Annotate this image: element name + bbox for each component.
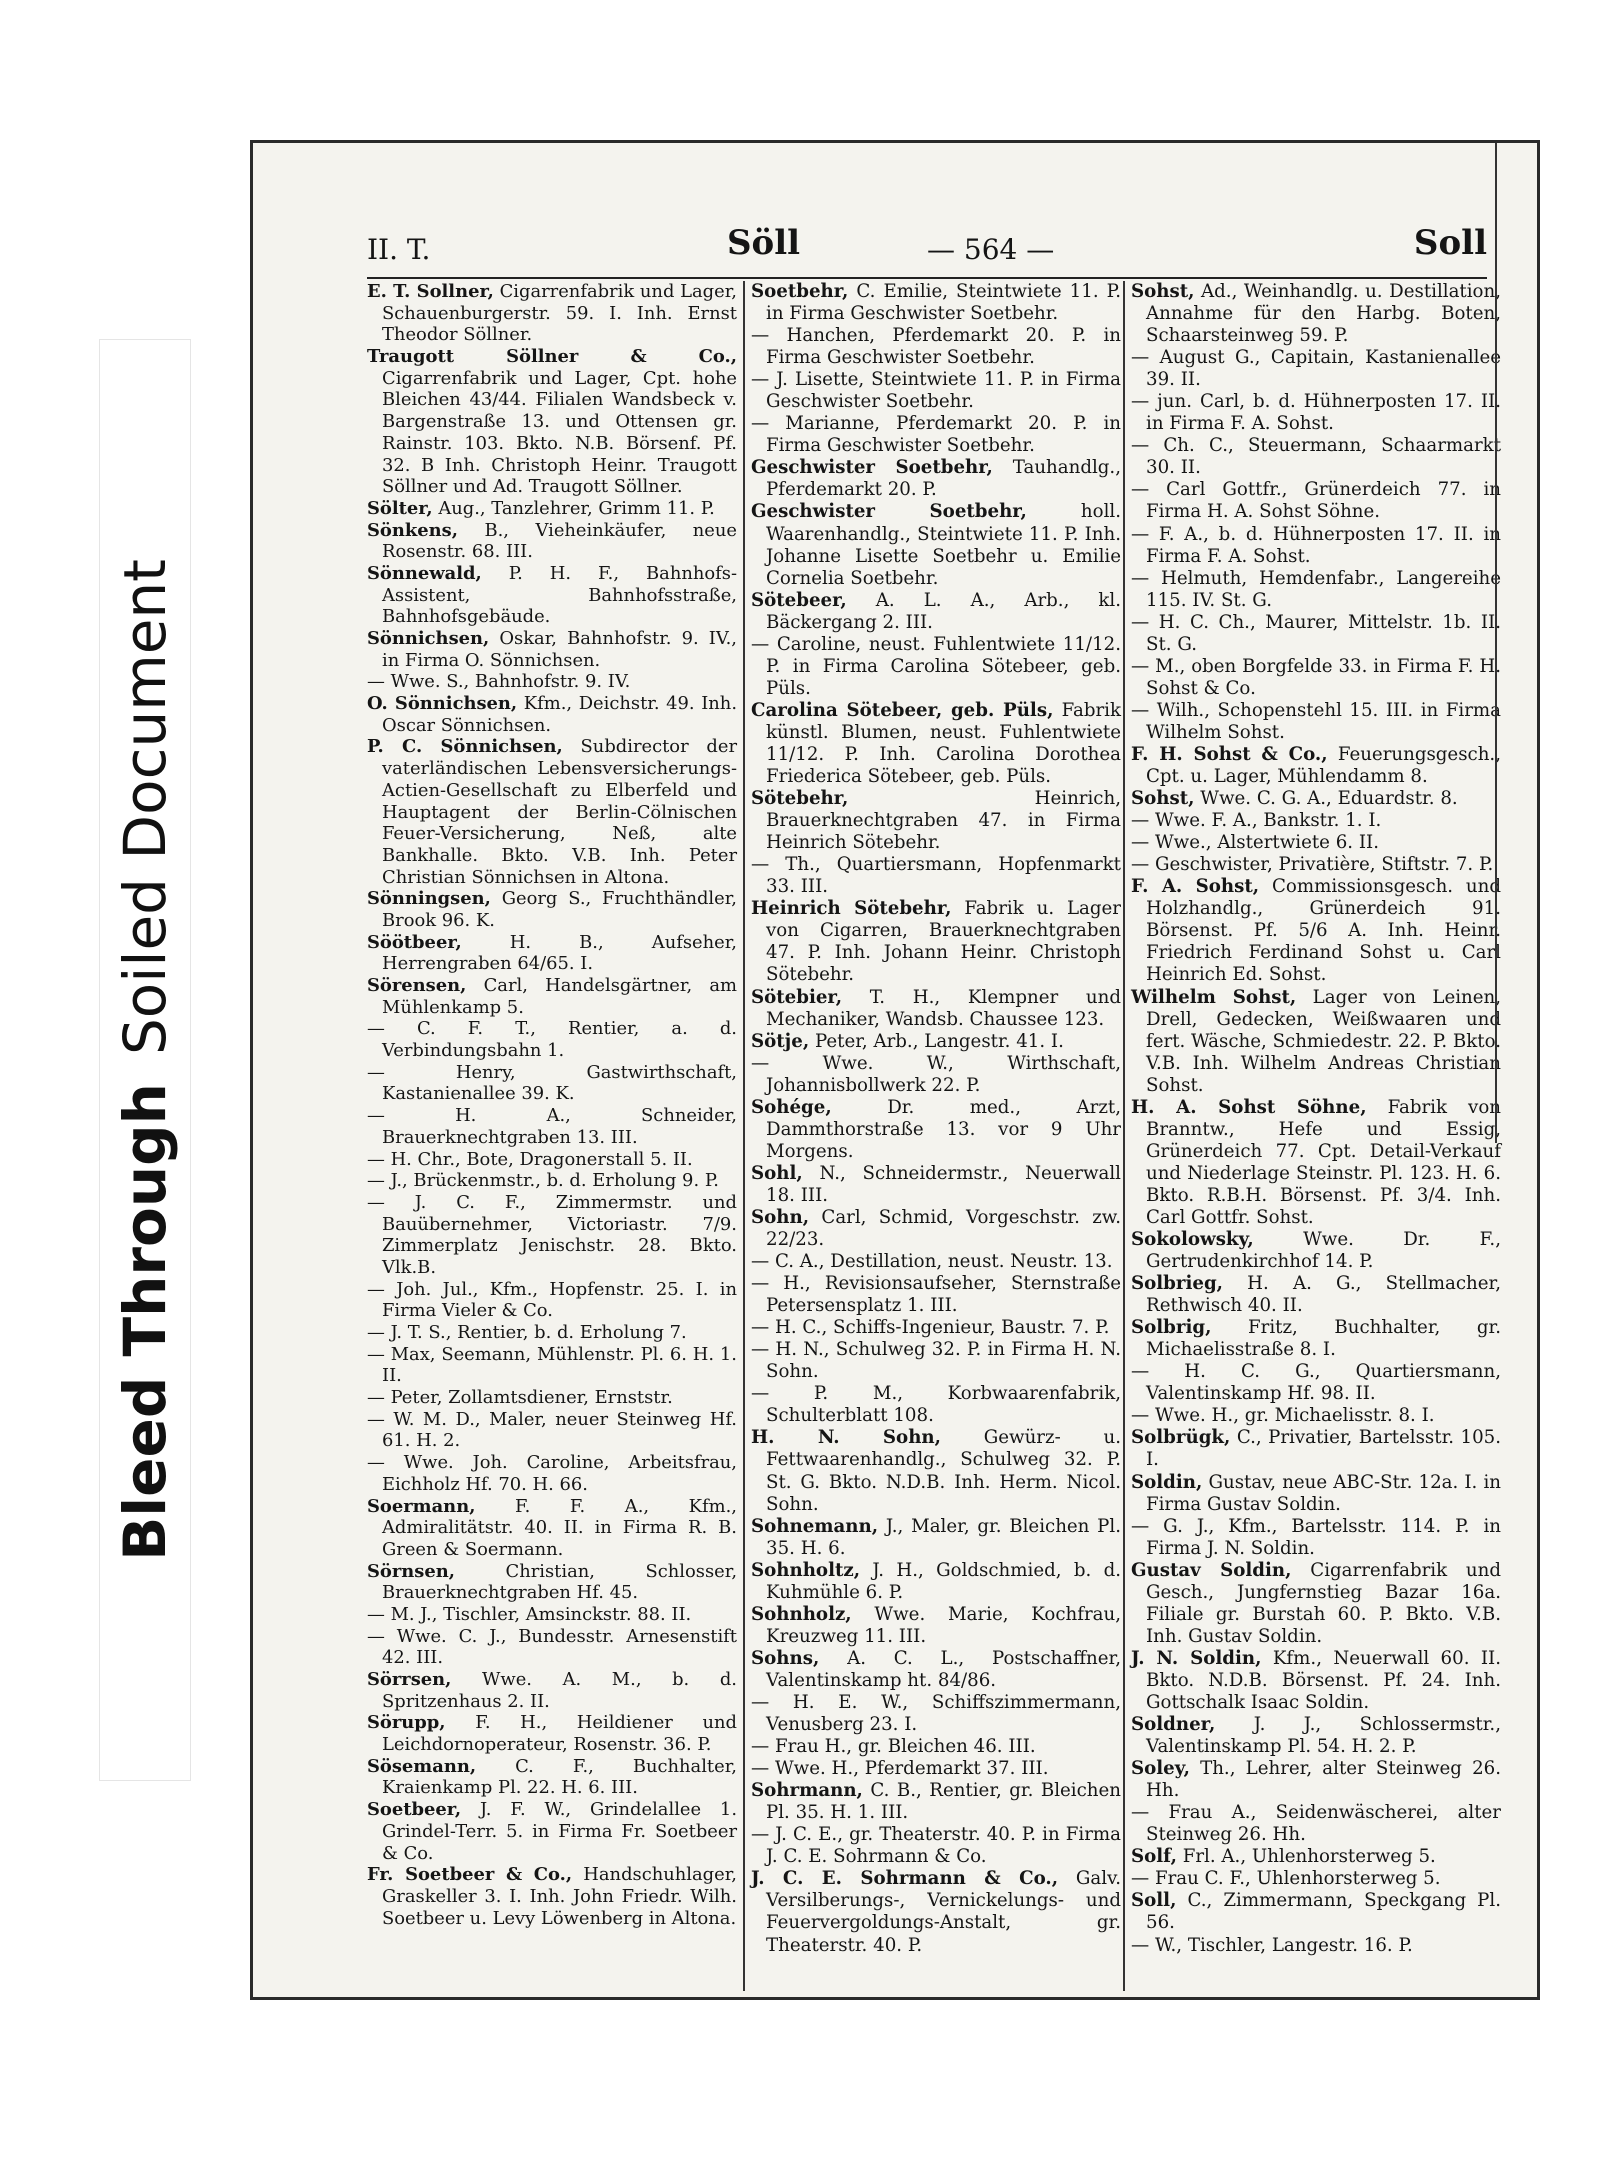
entry-heading: Sokolowsky, [1131,1229,1254,1251]
entry-text: — J. Lisette, Steintwiete 11. P. in Firma Geschwister Soetbehr. [751,369,1121,413]
entry-text: Cigarrenfabrik und Lager, Schauenburgerstr. 59. I. Inh. Ernst Theodor Söllner. [382,281,737,346]
entry-text: Peter, Arb., Langestr. 41. I. [814,1030,1064,1052]
side-label [100,340,190,1780]
entry-text: — Henry, Gastwirthschaft, Kastanienallee 39. K. [367,1061,737,1105]
column-3 [1131,281,1501,1957]
directory-entry [751,1560,1121,1604]
directory-entry [367,1712,737,1755]
entry-heading: Solbrügk, [1131,1427,1231,1449]
directory-entry [1131,612,1501,656]
entry-text: — H. C. Ch., Maurer, Mittelstr. 1b. II. St. G. [1131,611,1501,655]
entry-text: C., Zimmermann, Speckgang Pl. 56. [1146,1890,1501,1934]
directory-entry [1131,1405,1501,1427]
entry-heading: Gustav Soldin, [1131,1559,1292,1581]
entry-heading: Sönnewald, [367,562,482,584]
directory-entry [751,700,1121,788]
directory-entry [751,788,1121,854]
entry-heading: Sönnichsen, [367,628,490,649]
entry-heading: Carolina Sötebeer, geb. Püls, [751,699,1054,721]
entry-text: — J. C. F., Zimmermstr. und Bauübernehmer, Victoriastr. 7/9. Zimmerplatz Jenischstr. 28. Bkto. Vlk.B. [367,1191,737,1278]
entry-text: — Wwe. W., Wirthschaft, Johannisbollwerk 22. P. [751,1052,1121,1096]
entry-text: Lager von Leinen, Drell, Gedecken, Weißwaaren und fert. Wäsche, Schmiedestr. 22. P. Bkto. V.B. Inh. Wilhelm Andreas Christian Sohst. [1146,986,1501,1096]
entry-text: Gustav, neue ABC-Str. 12a. I. in Firma Gustav Soldin. [1146,1471,1501,1515]
entry-text: Wwe. A. M., b. d. Spritzenhaus 2. II. [382,1669,737,1712]
entry-heading: O. Sönnichsen, [367,693,518,715]
soiled-document-label: Soiled Document [111,559,179,1056]
entry-text: H. A. G., Stellmacher, Rethwisch 40. II. [1146,1273,1501,1317]
entry-heading: Sohns, [751,1647,820,1669]
directory-entry [1131,788,1501,810]
directory-entry [367,346,737,498]
directory-entry [1131,832,1501,854]
directory-entry [1131,1317,1501,1361]
directory-entry [367,1279,737,1322]
entry-text: Feuerungsgesch., Cpt. u. Lager, Mühlendamm 8. [1146,743,1501,788]
entry-text: — Max, Seemann, Mühlenstr. Pl. 6. H. 1. II. [367,1343,737,1387]
directory-entry [751,457,1121,501]
directory-entry [751,1163,1121,1207]
catchword-right: Soll [1413,223,1487,263]
entry-heading: Fr. Soetbeer & Co., [367,1864,573,1886]
entry-text: — Th., Quartiersmann, Hopfenmarkt 33. III. [751,854,1121,898]
directory-entry [1131,479,1501,523]
entry-text: — Marianne, Pferdemarkt 20. P. in Firma Geschwister Soetbehr. [751,413,1121,457]
entry-heading: H. A. Sohst Söhne, [1131,1096,1367,1118]
directory-entry [751,369,1121,413]
entry-text: Christian, Schlosser, Brauerknechtgraben Hf. 45. [382,1560,738,1604]
entry-text: N., Schneidermstr., Neuerwall 18. III. [766,1162,1121,1206]
directory-entry [751,1604,1121,1648]
entry-text: Kfm., Neuerwall 60. II. Bkto. N.D.B. Börsenst. Pf. 24. Inh. Gottschalk Isaac Soldin. [1146,1647,1501,1713]
directory-entry [1131,1758,1501,1802]
entry-text: J. J., Schlossermstr., Valentinskamp Pl. 54. H. 2. P. [1146,1714,1501,1758]
directory-entry [367,1170,737,1192]
entry-text: Fabrik u. Lager von Cigarren, Brauerknechtgraben 47. P. Inh. Johann Heinr. Christoph Sötebehr. [766,898,1121,986]
entry-text: — Wilh., Schopenstehl 15. III. in Firma Wilhelm Sohst. [1131,699,1501,743]
entry-text: — J. C. E., gr. Theaterstr. 40. P. in Firma J. C. E. Sohrmann & Co. [751,1824,1121,1868]
directory-entry [367,932,737,975]
entry-text: — H. Chr., Bote, Dragonerstall 5. II. [367,1148,693,1170]
directory-entry [751,1339,1121,1383]
directory-entry [751,281,1121,325]
directory-entry [1131,568,1501,612]
directory-entry [751,1780,1121,1824]
directory-entry [367,1626,737,1669]
directory-entry [367,888,737,931]
entry-text: — August G., Capitain, Kastanienallee 39. II. [1131,347,1501,391]
entry-text: A. C. L., Postschaffner, Valentinskamp ht. 84/86. [766,1647,1121,1691]
directory-entry [1131,1560,1501,1648]
entry-text: Carl, Schmid, Vorgeschstr. zw. 22/23. [766,1206,1121,1251]
directory-entry [751,1758,1121,1780]
entry-heading: F. A. Sohst, [1131,876,1260,898]
entry-text: — P. M., Korbwaarenfabrik, Schulterblatt 108. [751,1383,1121,1427]
entry-heading: F. H. Sohst & Co., [1131,743,1328,765]
column-rule [1123,281,1125,1991]
entry-text: A. L. A., Arb., kl. Bäckergang 2. III. [766,589,1121,633]
directory-entry [1131,810,1501,832]
entry-text: — Wwe. F. A., Bankstr. 1. I. [1131,810,1382,832]
entry-heading: Sohrmann, [751,1780,863,1802]
entry-text: — Geschwister, Privatière, Stiftstr. 7. P. [1131,854,1494,876]
entry-text: J., Maler, gr. Bleichen Pl. 35. H. 6. [766,1515,1121,1559]
entry-text: Th., Lehrer, alter Steinweg 26. Hh. [1146,1758,1501,1802]
entry-heading: Söötbeer, [367,931,462,953]
entry-text: J. F. W., Grindelallee 1. Grindel-Terr. 5. in Firma Fr. Soetbeer & Co. [382,1799,738,1864]
entry-heading: Sörupp, [367,1712,446,1734]
entry-text: Frl. A., Uhlenhorsterweg 5. [1182,1846,1436,1868]
column-2 [751,281,1121,1957]
entry-heading: Traugott Söllner & Co., [367,346,737,368]
entry-heading: Wilhelm Sohst, [1131,986,1297,1008]
entry-heading: Sösemann, [367,1755,477,1777]
directory-entry [1131,1427,1501,1471]
entry-heading: J. N. Soldin, [1131,1647,1262,1669]
entry-text: Cigarrenfabrik und Lager, Cpt. hohe Bleichen 43/44. Filialen Wandsbeck v. Bargenstraße 13. und Ottensen gr. Rainstr. 103. Bkto. N.B. Börsenf. Pf. 32. B Inh. Christoph Heinr. Traugott Söllner und Ad. Traugott Söllner. [382,367,737,498]
directory-entry [751,898,1121,986]
entry-heading: Soetbeer, [367,1799,462,1821]
column-1 [367,281,737,1929]
directory-entry [1131,1868,1501,1890]
directory-entry [367,693,737,736]
entry-text: Fabrik künstl. Blumen, neust. Fuhlentwiete 11/12. P. Inh. Carolina Dorothea Friederica Sötebeer, geb. Püls. [766,699,1121,788]
directory-entry [367,498,737,520]
entry-heading: Sörensen, [367,975,467,996]
directory-entry [367,1669,737,1712]
entry-text: Cigarrenfabrik und Gesch., Jungfernstieg Bazar 16a. Filiale gr. Burstah 60. P. Bkto. V.B. Inh. Gustav Soldin. [1146,1559,1501,1647]
directory-entry [367,1387,737,1409]
directory-entry [367,1496,737,1561]
entry-text: Galv. Versilberungs-, Vernickelungs- und Feuervergoldungs-Anstalt, gr. Theaterstr. 40. P. [766,1868,1121,1956]
directory-entry [751,1031,1121,1053]
entry-heading: J. C. E. Sohrmann & Co., [751,1868,1059,1890]
entry-text: P. H. F., Bahnhofs-Assistent, Bahnhofsstraße, Bahnhofsgebäude. [382,562,738,628]
entry-text: C. Emilie, Steintwiete 11. P. in Firma Geschwister Soetbehr. [766,281,1121,325]
entry-text: — Wwe., Alstertwiete 6. II. [1131,832,1379,854]
entry-text: Kfm., Deichstr. 49. Inh. Oscar Sönnichsen. [382,693,738,736]
directory-entry [751,1207,1121,1251]
entry-text: — W. M. D., Maler, neuer Steinweg Hf. 61. H. 2. [367,1408,737,1452]
entry-heading: Soermann, [367,1495,476,1517]
page-number: — 564 — [927,233,1055,266]
entry-text: — Carl Gottfr., Grünerdeich 77. in Firma H. A. Sohst Söhne. [1131,479,1501,523]
entry-text: — J. T. S., Rentier, b. d. Erholung 7. [367,1322,687,1343]
directory-entry [367,1322,737,1344]
directory-entry [1131,347,1501,391]
entry-text: — C. F. T., Rentier, a. d. Verbindungsbahn 1. [367,1018,737,1062]
directory-entry [367,736,737,888]
directory-entry [1131,700,1501,744]
entry-heading: Geschwister Soetbehr, [751,457,993,479]
directory-entry [367,1344,737,1387]
directory-entry [751,1251,1121,1273]
directory-entry [1131,854,1501,876]
directory-entry [751,1317,1121,1339]
directory-entry [1131,1648,1501,1714]
entry-text: B., Vieheinkäufer, neue Rosenstr. 68. III. [382,519,737,563]
directory-entry [1131,1361,1501,1405]
entry-heading: Soldin, [1131,1471,1203,1493]
entry-heading: Sönkens, [367,519,458,541]
directory-entry [367,1604,737,1626]
entry-heading: Sölter, [367,497,433,519]
entry-heading: Sohst, [1131,788,1195,810]
entry-heading: Sötebier, [751,986,843,1008]
directory-entry [367,1192,737,1279]
directory-entry [367,975,737,1018]
entry-heading: Soll, [1131,1890,1177,1912]
entry-text: C. B., Rentier, gr. Bleichen Pl. 35. H. 1. III. [766,1780,1121,1824]
entry-text: Handschuhlager, Graskeller 3. I. Inh. John Friedr. Wilh. Soetbeer u. Levy Löwenberg in Altona. [382,1864,737,1929]
directory-entry [367,1105,737,1148]
entry-heading: Sohl, [751,1162,803,1184]
directory-entry [751,1824,1121,1868]
directory-entry [751,1868,1121,1956]
entry-heading: Sötebehr, [751,788,849,810]
entry-text: Fabrik von Branntw., Hefe und Essig, Grünerdeich 77. Cpt. Detail-Verkauf und Niederlage Steinstr. Pl. 123. H. 6. Bkto. R.B.H. Börsenst. Pf. 3/4. Inh. Carl Gottfr. Sohst. [1146,1096,1501,1228]
entry-text: J. H., Goldschmied, b. d. Kuhmühle 6. P. [766,1559,1121,1603]
directory-entry [367,563,737,628]
directory-entry [1131,435,1501,479]
directory-entry [367,281,737,346]
entry-text: Wwe. Dr. F., Gertrudenkirchhof 14. P. [1146,1229,1501,1273]
entry-heading: Solbrieg, [1131,1273,1224,1295]
directory-entry [751,501,1121,589]
entry-heading: Sötje, [751,1030,810,1052]
directory-entry [367,1756,737,1799]
entry-text: — M. J., Tischler, Amsinckstr. 88. II. [367,1603,692,1625]
directory-entry [367,1018,737,1061]
entry-heading: Soetbehr, [751,281,849,302]
entry-text: Dr. med., Arzt, Dammthorstraße 13. vor 9 Uhr Morgens. [766,1096,1121,1162]
directory-entry [751,1736,1121,1758]
entry-text: — Wwe. H., gr. Michaelisstr. 8. I. [1131,1405,1435,1427]
directory-entry [1131,987,1501,1097]
directory-entry [1131,1714,1501,1758]
entry-text: — J., Brückenmstr., b. d. Erholung 9. P. [367,1170,719,1192]
directory-entry [751,413,1121,457]
entry-text: Carl, Handelsgärtner, am Mühlenkamp 5. [382,975,737,1018]
entry-heading: Heinrich Sötebehr, [751,898,952,920]
entry-heading: Sohnholz, [751,1603,852,1625]
entry-text: Commissionsgesch. und Holzhandlg., Grünerdeich 91. Börsenst. Pf. 5/6 A. Inh. Heinr. Friedrich Ferdinand Sohst u. Carl Heinrich Ed. Sohst. [1146,876,1501,986]
directory-entry [1131,1935,1501,1957]
entry-heading: Sohége, [751,1096,832,1118]
directory-page [250,140,1540,2000]
entry-heading: Solbrig, [1131,1317,1212,1339]
directory-entry [1131,1273,1501,1317]
directory-entry [751,854,1121,898]
entry-text: Aug., Tanzlehrer, Grimm 11. P. [438,497,715,519]
directory-entry [367,520,737,563]
entry-heading: Soldner, [1131,1714,1216,1736]
entry-heading: Sörrsen, [367,1669,452,1690]
entry-text: — H. C., Schiffs-Ingenieur, Baustr. 7. P. [751,1317,1110,1339]
entry-text: — C. A., Destillation, neust. Neustr. 13. [751,1251,1113,1273]
entry-text: — Peter, Zollamtsdiener, Ernststr. [367,1387,673,1409]
entry-text: — H. E. W., Schiffszimmermann, Venusberg 23. I. [751,1692,1121,1736]
entry-text: — Frau H., gr. Bleichen 46. III. [751,1736,1036,1758]
directory-entry [1131,1846,1501,1868]
directory-entry [1131,1472,1501,1516]
entry-text: Oskar, Bahnhofstr. 9. IV., in Firma O. Sönnichsen. [382,628,737,671]
directory-entry [1131,1802,1501,1846]
directory-entry [1131,1516,1501,1560]
directory-entry [1131,744,1501,788]
entry-text: — Ch. C., Steuermann, Schaarmarkt 30. II. [1131,435,1501,479]
entry-text: holl. Waarenhandlg., Steintwiete 11. P. Inh. Johanne Lisette Soetbehr u. Emilie Cornelia Soetbehr. [766,501,1121,589]
entry-text: — Joh. Jul., Kfm., Hopfenstr. 25. I. in Firma Vieler & Co. [367,1278,737,1322]
directory-entry [1131,281,1501,347]
directory-entry [751,1516,1121,1560]
entry-heading: Soley, [1131,1758,1190,1780]
bleed-through-label: Bleed Through [111,1083,179,1561]
directory-entry [1131,524,1501,568]
directory-entry [367,1409,737,1452]
section-marker: II. T. [367,233,431,266]
entry-text: — H., Revisionsaufseher, Sternstraße Petersensplatz 1. III. [751,1273,1121,1317]
directory-entry [1131,1097,1501,1229]
entry-text: Subdirector der vaterländischen Lebensversicherungs-Actien-Gesellschaft zu Elberfeld und Hauptagent der Berlin-Cölnischen Feuer-Versicherung, Neß, alte Bankhalle. Bkto. V.B. Inh. Peter Christian Sönnichsen in Altona. [382,736,737,888]
entry-heading: Sönningsen, [367,888,491,910]
entry-heading: Sörnsen, [367,1560,455,1582]
directory-entry [367,1864,737,1929]
entry-heading: Sötebeer, [751,589,847,611]
entry-text: Fritz, Buchhalter, gr. Michaelisstraße 8. I. [1146,1317,1501,1361]
directory-entry [751,1053,1121,1097]
entry-text: Georg S., Fruchthändler, Brook 96. K. [382,888,737,931]
directory-entry [751,634,1121,700]
entry-text: — Helmuth, Hemdenfabr., Langereihe 115. IV. St. G. [1131,567,1501,611]
directory-entry [751,1273,1121,1317]
entry-heading: E. T. Sollner, [367,281,494,302]
entry-heading: Solf, [1131,1846,1177,1868]
entry-text: F. F. A., Kfm., Admiralitätstr. 40. II. in Firma R. B. Green & Soermann. [382,1495,737,1560]
entry-text: — jun. Carl, b. d. Hühnerposten 17. II. in Firma F. A. Sohst. [1131,391,1501,435]
entry-text: — Wwe. S., Bahnhofstr. 9. IV. [367,671,631,693]
directory-entry [751,325,1121,369]
entry-text: H. B., Aufseher, Herrengraben 64/65. I. [382,931,737,975]
directory-entry [1131,876,1501,986]
directory-entry [751,1097,1121,1163]
directory-entry [751,1427,1121,1515]
directory-entry [367,1799,737,1864]
entry-heading: H. N. Sohn, [751,1427,941,1449]
entry-heading: Sohst, [1131,281,1195,302]
directory-entry [1131,656,1501,700]
entry-text: — W., Tischler, Langestr. 16. P. [1131,1934,1413,1956]
directory-entry [1131,1229,1501,1273]
entry-text: C. F., Buchhalter, Kraienkamp Pl. 22. H. 6. III. [382,1755,737,1799]
directory-entry [1131,391,1501,435]
directory-entry [367,671,737,693]
directory-entry [751,1692,1121,1736]
directory-entry [367,1561,737,1604]
directory-entry [367,628,737,671]
directory-entry [751,1648,1121,1692]
entry-text: — Wwe. Joh. Caroline, Arbeitsfrau, Eichholz Hf. 70. H. 66. [367,1452,737,1495]
entry-text: F. H., Heildiener und Leichdornoperateur, Rosenstr. 36. P. [382,1712,738,1756]
directory-entry [367,1452,737,1495]
directory-entry [751,590,1121,634]
directory-entry [751,1383,1121,1427]
entry-text: — H. C. G., Quartiersmann, Valentinskamp Hf. 98. II. [1131,1361,1501,1405]
entry-text: — M., oben Borgfelde 33. in Firma F. H. Sohst & Co. [1131,655,1501,699]
entry-text: Wwe. Marie, Kochfrau, Kreuzweg 11. III. [766,1603,1121,1647]
entry-text: — Wwe. C. J., Bundesstr. Arnesenstift 42. III. [367,1625,737,1669]
column-rule [743,281,745,1991]
entry-text: C., Privatier, Bartelsstr. 105. I. [1146,1427,1501,1471]
entry-text: — Hanchen, Pferdemarkt 20. P. in Firma Geschwister Soetbehr. [751,325,1121,369]
entry-heading: Geschwister Soetbehr, [751,501,1027,523]
entry-text: — F. A., b. d. Hühnerposten 17. II. in Firma F. A. Sohst. [1131,523,1501,567]
directory-entry [367,1062,737,1105]
entry-heading: Sohnholtz, [751,1559,861,1581]
entry-text: Tauhandlg., Pferdemarkt 20. P. [766,457,1121,501]
directory-entry [751,987,1121,1031]
entry-text: — Caroline, neust. Fuhlentwiete 11/12. P. in Firma Carolina Sötebeer, geb. Püls. [751,633,1121,699]
catchword-left: Söll [727,223,801,263]
entry-text: — Frau A., Seidenwäscherei, alter Steinweg 26. Hh. [1131,1802,1501,1846]
header-rule [367,277,1487,279]
directory-entry [367,1149,737,1171]
adjacent-page-edge [1495,143,1537,1143]
entry-text: — Wwe. H., Pferdemarkt 37. III. [751,1758,1049,1780]
running-head [367,223,1487,277]
directory-entry [1131,1890,1501,1934]
entry-heading: Sohn, [751,1206,810,1228]
entry-text: Wwe. C. G. A., Eduardstr. 8. [1200,788,1458,810]
entry-text: — H. N., Schulweg 32. P. in Firma H. N. Sohn. [751,1339,1121,1383]
entry-text: Gewürz- u. Fettwaarenhandlg., Schulweg 32. P. St. G. Bkto. N.D.B. Inh. Herm. Nicol. Sohn. [766,1427,1121,1515]
entry-text: — G. J., Kfm., Bartelsstr. 114. P. in Firma J. N. Soldin. [1131,1515,1501,1559]
entry-heading: Sohnemann, [751,1515,879,1537]
entry-text: T. H., Klempner und Mechaniker, Wandsb. Chaussee 123. [766,986,1121,1030]
entry-text: — H. A., Schneider, Brauerknechtgraben 13. III. [367,1105,737,1148]
entry-text: Ad., Weinhandlg. u. Destillation, Annahme für den Harbg. Boten, Schaarsteinweg 59. P. [1146,281,1501,347]
entry-text: Heinrich, Brauerknechtgraben 47. in Firma Heinrich Sötebehr. [766,788,1121,854]
entry-heading: P. C. Sönnichsen, [367,736,563,758]
entry-text: — Frau C. F., Uhlenhorsterweg 5. [1131,1868,1441,1890]
